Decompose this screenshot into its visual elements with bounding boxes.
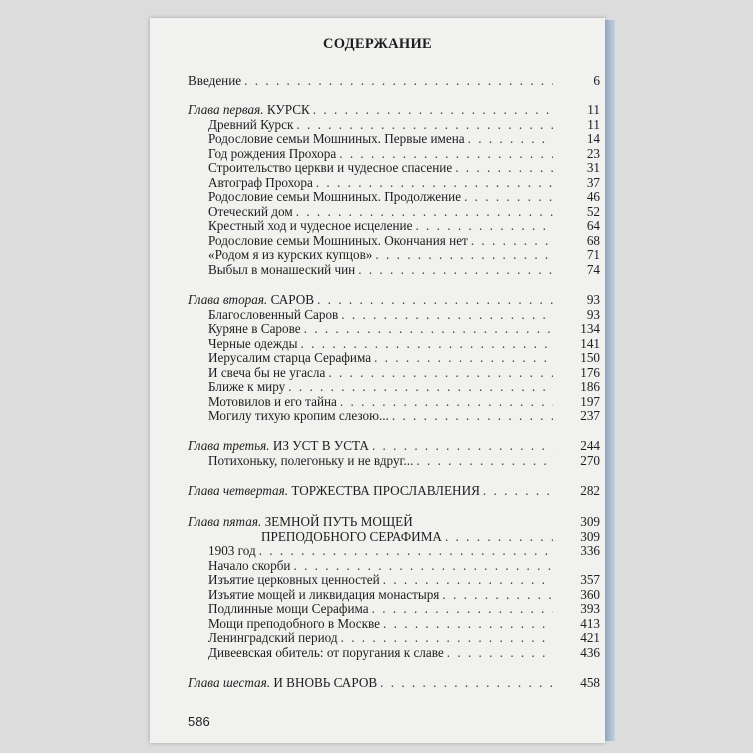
toc-entry: Благословенный Саров . . . <box>208 307 556 322</box>
toc-chapter-5: Глава пятая. ЗЕМНОЙ ПУТЬ МОЩЕЙ <box>188 514 413 529</box>
toc-entry: Черные одежды . . . <box>208 336 556 351</box>
toc-chapter-2: Глава вторая. САРОВ . . . <box>188 292 556 307</box>
toc-entry: Родословие семьи Мошниных. Первые имена . . . <box>208 131 556 146</box>
toc-entry: Мотовилов и его тайна . . . <box>208 394 556 409</box>
toc-entry: Отеческий дом . . . <box>208 204 556 219</box>
toc-entry: Автограф Прохора . . . <box>208 175 556 190</box>
page-number: 150 <box>580 350 600 365</box>
toc-entry: Потихоньку, полегоньку и не вдруг... . . . <box>208 453 556 468</box>
page-number: 360 <box>580 586 600 602</box>
toc-entry: Родословие семьи Мошниных. Окончания нет . . . <box>208 233 556 248</box>
page-number: 237 <box>580 408 600 423</box>
page-number: 68 <box>586 232 600 248</box>
toc-entry: Родословие семьи Мошниных. Продолжение . . . <box>208 189 556 204</box>
page-number: 46 <box>586 189 600 204</box>
page-number: 436 <box>580 644 600 660</box>
toc-entry: Древний Курск . . . <box>208 117 556 132</box>
toc-chapter-1: Глава первая. КУРСК . . . <box>188 102 556 117</box>
page-number: 357 <box>580 572 600 587</box>
page-number: 393 <box>580 601 600 616</box>
page-number: 282 <box>580 483 600 498</box>
toc-chapter-4: Глава четвертая. ТОРЖЕСТВА ПРОСЛАВЛЕНИЯ . . . <box>188 483 556 498</box>
page-number: 71 <box>586 247 600 262</box>
page-number: 31 <box>586 160 600 175</box>
toc-entry: Начало скорби . . . <box>208 558 556 573</box>
toc-entry: «Родом я из курских купцов» . . . <box>208 247 556 262</box>
page-number: 413 <box>580 615 600 631</box>
page-number: 270 <box>580 452 600 468</box>
page-number: 421 <box>580 630 600 645</box>
page-number: 74 <box>586 261 600 277</box>
toc-entry: Дивеевская обитель: от поругания к славе . . . <box>208 645 556 660</box>
page-number: 23 <box>586 145 600 161</box>
toc-entry: Куряне в Сарове . . . <box>208 321 556 336</box>
page-number: 11 <box>587 102 600 117</box>
page-number: 336 <box>580 543 600 558</box>
page-title: СОДЕРЖАНИЕ <box>322 36 433 52</box>
page-number: 186 <box>580 379 600 394</box>
page-number: 244 <box>580 438 600 453</box>
folio-page-number: 586 <box>188 714 210 729</box>
toc-entry: Строительство церкви и чудесное спасение . . . <box>208 160 556 175</box>
page-number: 52 <box>586 203 600 219</box>
page-number: 134 <box>580 321 600 336</box>
toc-chapter-6: Глава шестая. И ВНОВЬ САРОВ . . . <box>188 675 556 690</box>
page-number: 141 <box>580 335 600 351</box>
toc-entry: Ближе к миру . . . <box>208 379 556 394</box>
toc-chapter-3: Глава третья. ИЗ УСТ В УСТА . . . <box>188 438 556 453</box>
toc-entry: Изъятие мощей и ликвидация монастыря . . . <box>208 587 556 602</box>
toc-entry: Могилу тихую кропим слезою... . . . <box>208 408 556 423</box>
page-number: 197 <box>580 393 600 409</box>
toc-entry: Крестный ход и чудесное исцеление . . . <box>208 218 556 233</box>
page-number: 309 <box>580 514 600 529</box>
toc-chapter-5-continued: ПРЕПОДОБНОГО СЕРАФИМА . . . <box>188 529 556 544</box>
page-number: 37 <box>586 174 600 190</box>
toc-entry-introduction: Введение . . . <box>188 73 556 88</box>
page-number: 176 <box>580 364 600 380</box>
page-number: 93 <box>586 306 600 322</box>
toc-entry: Год рождения Прохора . . . <box>208 146 556 161</box>
page-number: 14 <box>586 131 600 146</box>
toc-entry: Изъятие церковных ценностей . . . <box>208 572 556 587</box>
toc-entry: Выбыл в монашеский чин . . . <box>208 262 556 277</box>
page-number: 93 <box>586 292 600 307</box>
toc-entry: 1903 год . . . <box>208 543 556 558</box>
toc-entry: И свеча бы не угасла . . . <box>208 365 556 380</box>
page-number: 458 <box>580 675 600 690</box>
toc-entry: Ленинградский период . . . <box>208 630 556 645</box>
page-number: 309 <box>580 528 600 544</box>
page-number: 6 <box>593 73 600 88</box>
book-page <box>150 18 605 743</box>
toc-entry: Иерусалим старца Серафима . . . <box>208 350 556 365</box>
toc-entry: Мощи преподобного в Москве . . . <box>208 616 556 631</box>
page-number: 11 <box>587 116 600 132</box>
page-number: 64 <box>586 218 600 233</box>
toc-entry: Подлинные мощи Серафима . . . <box>208 601 556 616</box>
